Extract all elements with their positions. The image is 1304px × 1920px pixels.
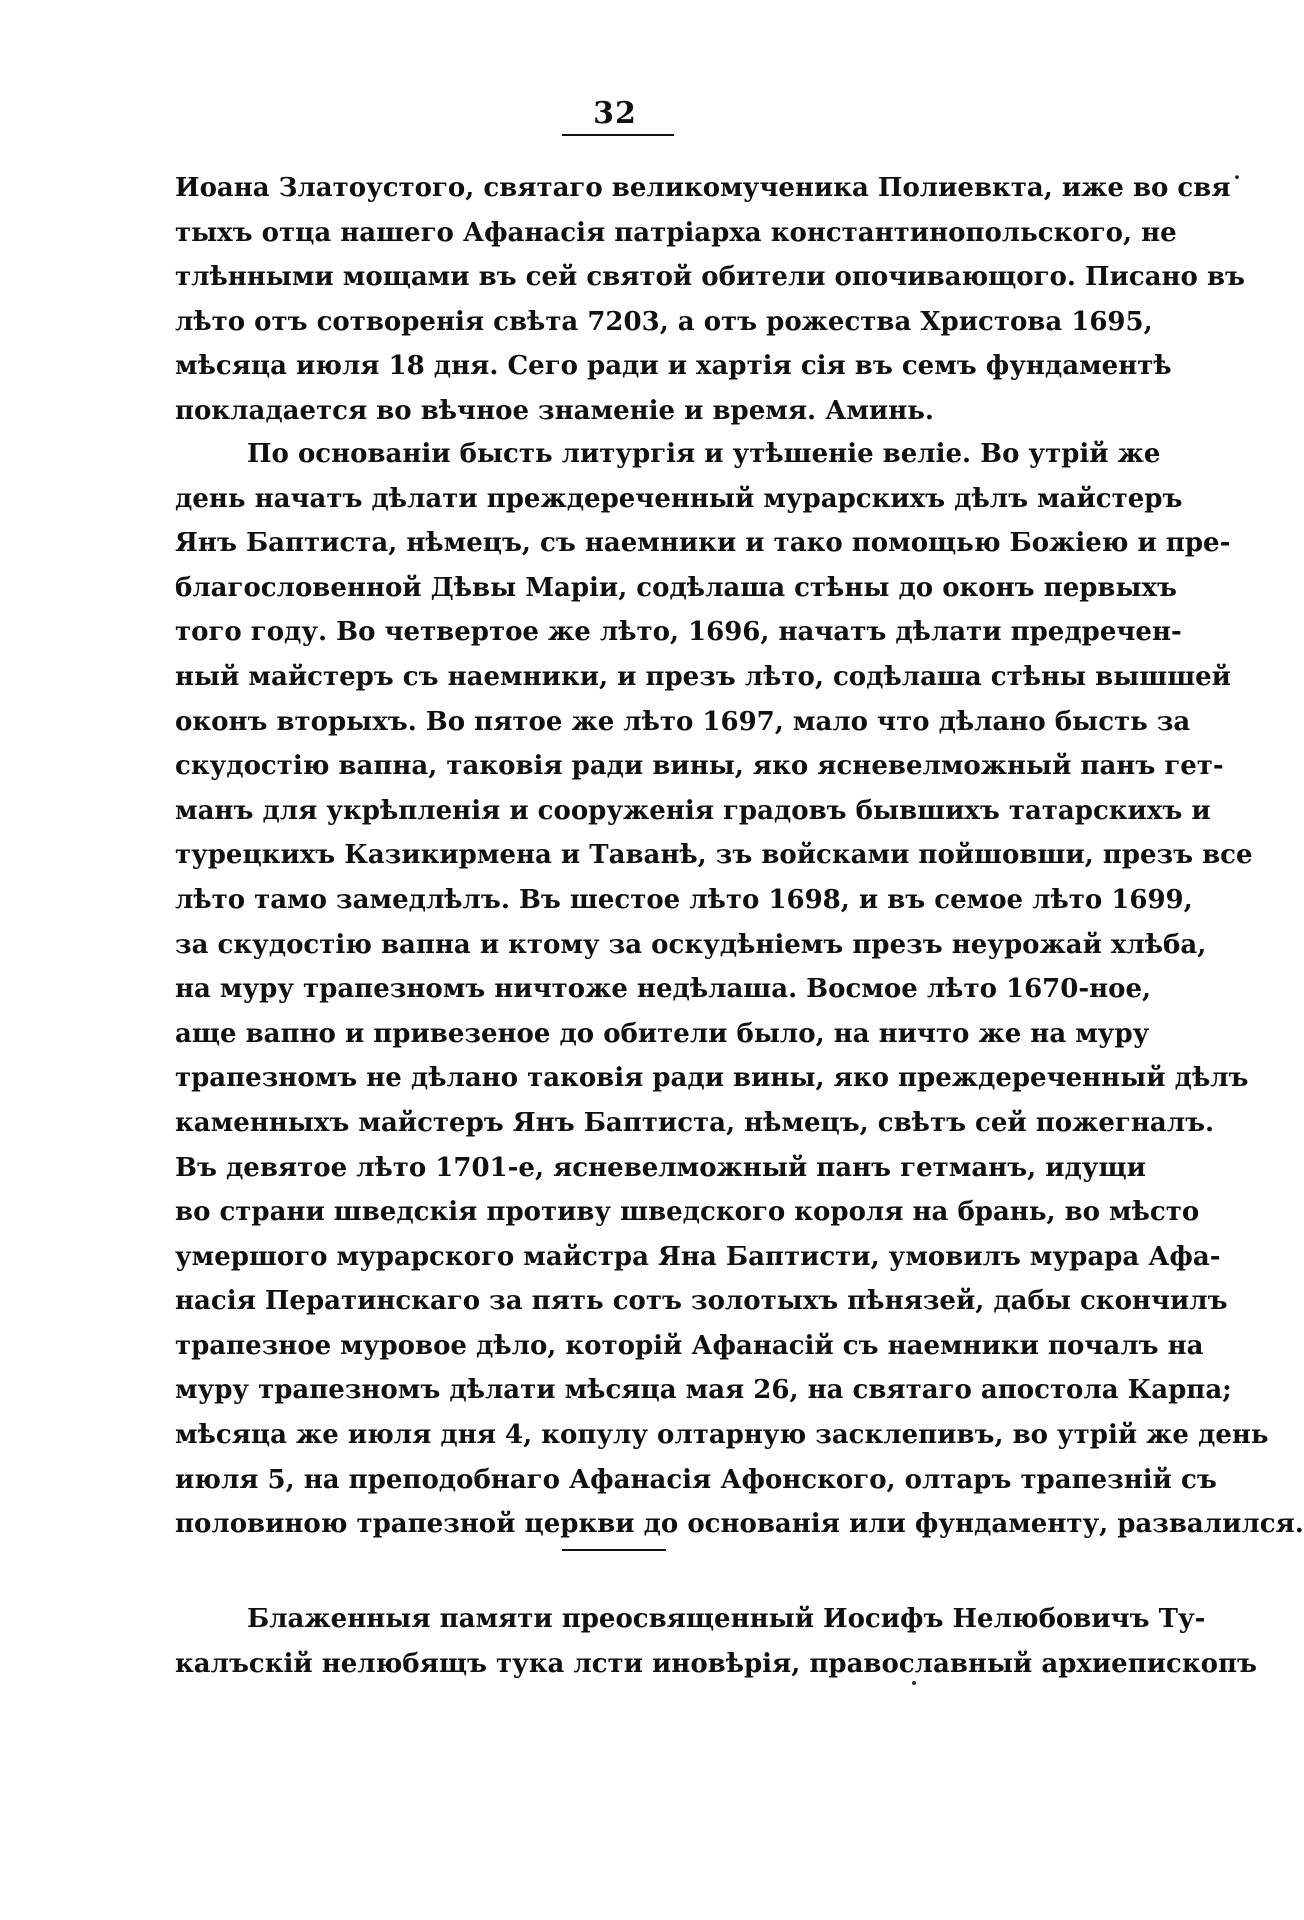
paragraph-3 [175, 1597, 1257, 1686]
text-line: лѣто тамо замедлѣлъ. Въ шестое лѣто 1698, и въ семое лѣто 1699, [175, 884, 1193, 915]
text-line: благословенной Дѣвы Маріи, содѣлаша стѣны до оконъ первыхъ [175, 572, 1178, 603]
text-line: покладается во вѣчное знаменіе и время. Аминь. [175, 395, 934, 426]
paragraph-1 [175, 166, 1245, 434]
text-line: того году. Во четвертое же лѣто, 1696, начатъ дѣлати предречен- [175, 617, 1182, 648]
page-number-rule [562, 134, 674, 136]
text-line: По основаніи бысть литургія и утѣшеніе веліе. Во утрій же [247, 439, 1161, 469]
text-line: во страни шведскія противу шведского короля на брань, во мѣсто [175, 1197, 1200, 1228]
text-line: мѣсяца же июля дня 4, копулу олтарную засклепивъ, во утрій же день [175, 1420, 1269, 1451]
text-line: каменныхъ майстеръ Янъ Баптиста, нѣмецъ, свѣтъ сей пожегналъ. [175, 1107, 1215, 1138]
text-line: лѣто отъ сотворенія свѣта 7203, а отъ рожества Христова 1695, [175, 306, 1153, 337]
text-line: Янъ Баптиста, нѣмецъ, съ наемники и тако помощью Божіею и пре- [175, 528, 1231, 559]
text-line: трапезное муровое дѣло, которій Афанасій съ наемники почалъ на [175, 1330, 1204, 1361]
text-line: за скудостію вапна и ктому за оскудѣніемъ презъ неурожай хлѣба, [175, 929, 1207, 960]
text-line: аще вапно и привезеное до обители было, на ничто же на муру [175, 1018, 1150, 1049]
text-line: турецкихъ Казикирмена и Таванѣ, зъ войсками пойшовши, презъ все [175, 840, 1253, 871]
page-number: 32 [593, 96, 637, 131]
text-line: на муру трапезномъ ничтоже недѣлаша. Восмое лѣто 1670-ное, [175, 974, 1152, 1005]
text-line: муру трапезномъ дѣлати мѣсяца мая 26, на святаго апостола Карпа; [175, 1375, 1232, 1406]
text-line: половиною трапезной церкви до основанія или фундаменту, развалился. [175, 1509, 1304, 1540]
text-line: тыхъ отца нашего Афанасія патріарха константинопольского, не [175, 217, 1177, 248]
text-line: Блаженныя памяти преосвященный Иосифъ Нелюбовичъ Ту- [247, 1604, 1206, 1634]
text-line: день начатъ дѣлати преждереченный мурарскихъ дѣлъ майстеръ [175, 483, 1183, 514]
text-line: Въ девятое лѣто 1701-е, ясневелможный панъ гетманъ, идущи [175, 1152, 1146, 1183]
text-line: ный майстеръ съ наемники, и презъ лѣто, содѣлаша стѣны вышшей [175, 661, 1231, 692]
text-line: оконъ вторыхъ. Во пятое же лѣто 1697, мало что дѣлано бысть за [175, 706, 1191, 737]
section-separator [562, 1549, 666, 1551]
paragraph-2 [175, 432, 1304, 1547]
text-line: манъ для укрѣпленія и сооруженія градовъ бывшихъ татарскихъ и [175, 795, 1211, 826]
text-line: июля 5, на преподобнаго Афанасія Афонского, олтаръ трапезній съ [175, 1464, 1217, 1495]
text-line: трапезномъ не дѣлано таковія ради вины, яко преждереченный дѣлъ [175, 1063, 1249, 1094]
text-line: насія Ператинскаго за пять сотъ золотыхъ пѣнязей, дабы скончилъ [175, 1286, 1228, 1317]
text-line: калъскій нелюбящъ тука лсти иновѣрія, православный архиепископъ [175, 1648, 1257, 1679]
text-line: скудостію вапна, таковія ради вины, яко ясневелможный панъ гет- [175, 751, 1224, 782]
text-line: Иоана Златоустого, святаго великомученика Полиевкта, иже во свя˙ [175, 173, 1244, 203]
text-line: тлѣнными мощами въ сей святой обители опочивающого. Писано въ [175, 262, 1245, 293]
text-line: мѣсяца июля 18 дня. Сего ради и хартія сія въ семъ фундаментѣ [175, 351, 1172, 382]
text-line: умершого мурарского майстра Яна Баптисти, умовилъ мурара Афа- [175, 1241, 1221, 1272]
ink-speck [912, 1681, 916, 1685]
